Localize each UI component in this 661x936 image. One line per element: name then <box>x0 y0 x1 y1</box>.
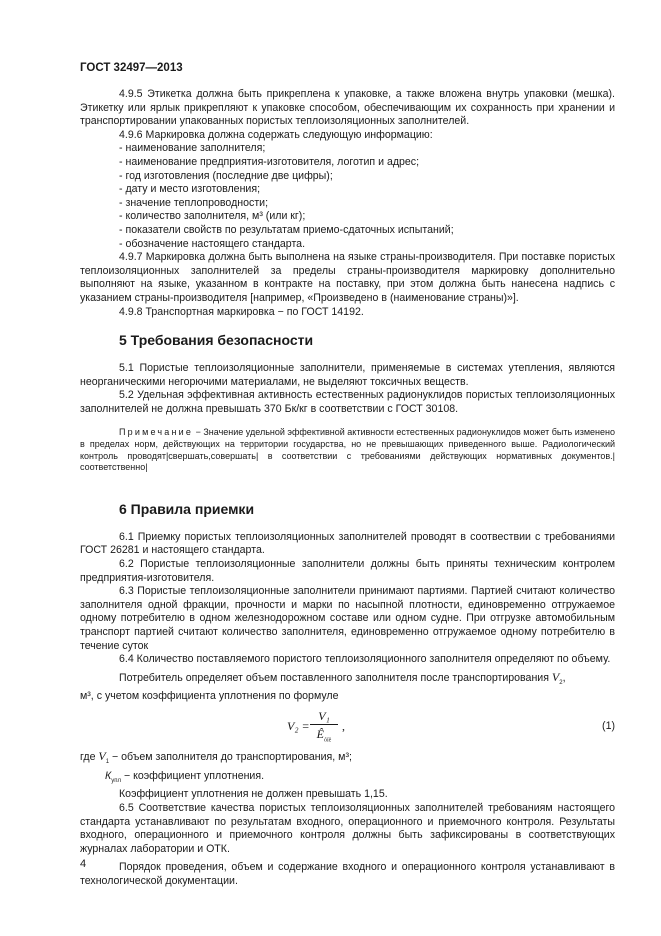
list-item: - дату и место изготовления; <box>119 183 261 196</box>
formula-numerator: V₁ <box>318 709 330 724</box>
paragraph-6-3: 6.3 Пористые теплоизоляционные заполнители принимают партиями. Партией считают количество заполнителя одной фракции, прочности и марки по насыпной плотности, единовременно отгружаемое одному потребителю в одном железнодорожном составе или одном судне. При отгрузке автомобильным транспорт партией считают количество заполнителя, единовременно отгружаемое одному потребителю в течение суток <box>80 585 615 652</box>
note-label: Примечание <box>119 427 194 438</box>
list-item: - обозначение настоящего стандарта. <box>119 237 306 250</box>
k-limit: Коэффициент уплотнения не должен превышать 1,15. <box>119 788 388 801</box>
formula-lhs: V₂ = <box>287 719 310 734</box>
paragraph-4-9-8: 4.9.8 Транспортная маркировка − по ГОСТ 14192. <box>119 305 364 318</box>
paragraph-6-2: 6.2 Пористые теплоизоляционные заполнители должны быть приняты техническим контролем предприятия-изготовителя. <box>80 558 615 584</box>
volume-variable: V <box>551 669 560 684</box>
k-definition: $К_{упл}$ − коэффициент уплотнения. <box>105 769 265 784</box>
paragraph-4-9-6: 4.9.6 Маркировка должна содержать следующую информацию: <box>119 128 433 141</box>
safety-note <box>80 427 615 473</box>
marking-list <box>80 142 615 251</box>
paragraph-control-order: Порядок проведения, объем и содержание входного и операционного контроля устанавливают в технологической документации. <box>80 861 615 888</box>
paragraph-6-4: 6.4 Количество поставляемого пористого теплоизоляционного заполнителя определяют по объему. <box>119 653 611 666</box>
section-6-heading: 6 Правила приемки <box>119 500 255 517</box>
formula-denominator: $Ê_{óïë}$ <box>316 727 332 744</box>
note-text: − Значение удельной эффективной активности естественных радионуклидов может быть изменено в пределах норм, действующих на территории государства, но не превышающих приведенного выше. Радиологический контроль проводят|свершать,совершать| в соответствии с требованиями действующих нормативных документов.|соответственно| <box>80 427 615 473</box>
page-body <box>80 88 615 889</box>
list-item: - год изготовления (последние две цифры); <box>119 169 333 182</box>
list-item: - значение теплопроводности; <box>119 196 269 209</box>
section-5-heading: 5 Требования безопасности <box>119 332 314 349</box>
list-item: - показатели свойств по результатам приемо-сдаточных испытаний; <box>119 223 454 236</box>
paragraph-6-1: 6.1 Приемку пористых теплоизоляционных заполнителей проводят в соотвествии с требованиями ГОСТ 26281 и настоящего стандарта. <box>80 530 615 557</box>
where-definition: где $V_1$ − объем заполнителя до транспортирования, м³; <box>80 749 352 766</box>
consumer-volume-text-cont: м³, с учетом коэффициента уплотнения по формуле <box>80 690 339 703</box>
paragraph-5-2: 5.2 Удельная эффективная активность естественных радионуклидов пористых теплоизоляционных заполнителей не должна превышать 370 Бк/кг в соответствии с ГОСТ 30108. <box>80 389 615 415</box>
paragraph-6-5: 6.5 Соответствие качества пористых теплоизоляционных заполнителей требованиям настоящего стандарта устанавливают по результатам входного, операционного и приемочного контроля. Результаты входного, операционного и приемочного контроля должны быть зафиксированы в соответствующих журналах лаборатории и ОТК. <box>80 802 615 855</box>
list-item: - наименование предприятия-изготовителя, логотип и адрес; <box>119 155 420 168</box>
consumer-volume-text: Потребитель определяет объем поставленного заполнителя после транспортирования $V_2$, <box>119 669 566 686</box>
page-number: 4 <box>80 858 87 870</box>
paragraph-5-1: 5.1 Пористые теплоизоляционные заполнители, применяемые в системах утепления, являются неорганическими негорючими материалами, не выделяют токсичных веществ. <box>80 362 615 388</box>
list-item: - количество заполнителя, м³ (или кг); <box>119 210 306 223</box>
paragraph-4-9-5: 4.9.5 Этикетка должна быть прикреплена к упаковке, а также вложена внутрь упаковки (мешка). Этикетку или ярлык прикрепляют к упаковке способом, обеспечивающим их сохранность при хранении и транспортировании упакованных пористых теплоизоляционных заполнителей. <box>80 88 615 128</box>
formula-number: (1) <box>602 720 615 733</box>
standard-header: ГОСТ 32497—2013 <box>80 62 183 74</box>
formula-fraction <box>310 708 338 749</box>
list-item: - наименование заполнителя; <box>119 142 266 155</box>
paragraph-4-9-7: 4.9.7 Маркировка должна быть выполнена на языке страны-производителя. При поставке пористых теплоизоляционных заполнителей за пределы страны-производителя маркировку дополнительно выполняют на языке, указанном в контракте на поставку, при этом должна быть нанесена надпись с указанием страны-производителя [например, «Произведено в (наименование страны)»]. <box>80 251 615 304</box>
formula-1: V₂ = V₁ $Ê_{óïë}$ , (1) <box>80 708 615 746</box>
